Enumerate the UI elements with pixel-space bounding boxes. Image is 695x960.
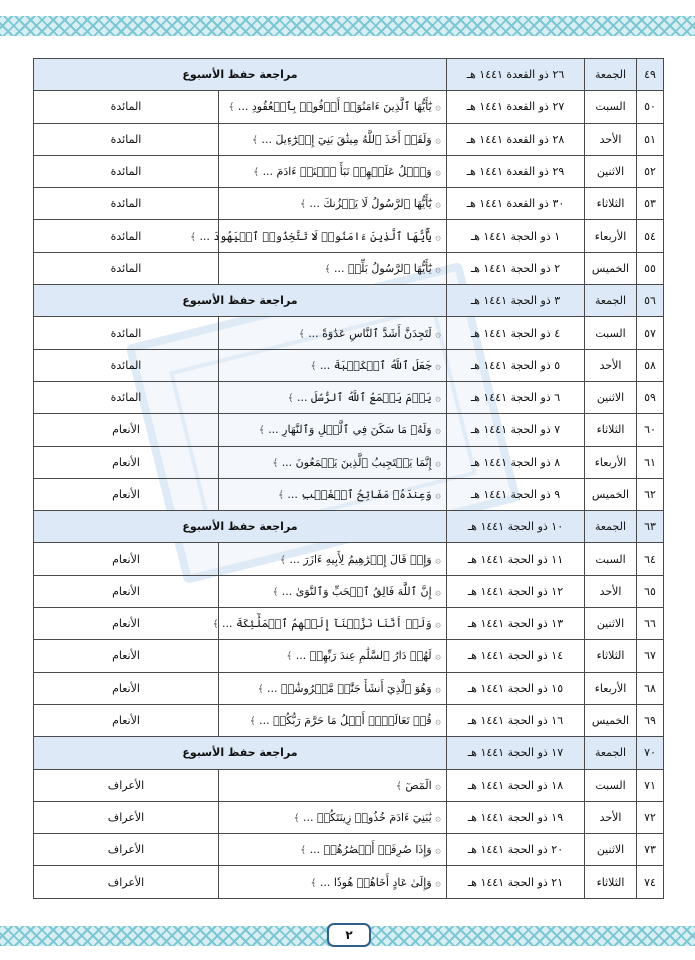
verse-ornament-close: ﴾ [278,490,284,501]
hijri-date: ١١ ذو الحجة ١٤٤١ هـ [447,543,585,575]
row-number: ٧٢ [637,801,664,833]
verse-text: وَإِلَىٰ عَادٍ أَخَاهُمۡ هُودٗا ... [319,875,432,889]
hijri-date: ١٤ ذو الحجة ١٤٤١ هـ [447,640,585,672]
verse-ornament-open: ۞ [435,683,442,695]
verse-text: جَعَلَ ٱللَّهُ ٱلۡكَعۡبَةَ ... [319,358,432,372]
row-number: ٥٦ [637,285,664,317]
surah-name: المائدة [34,123,219,155]
hijri-date: ٢ ذو الحجة ١٤٤١ هـ [447,252,585,284]
decorative-border-top [0,16,695,36]
verse-ornament-open: ۞ [435,845,442,857]
table-row [34,381,664,413]
verse-start [219,478,447,510]
table-row [34,543,664,575]
verse-start [219,543,447,575]
review-row [34,285,664,317]
day-name: الخميس [585,478,637,510]
hijri-date: ١ ذو الحجة ١٤٤١ هـ [447,220,585,252]
row-number: ٦٩ [637,704,664,736]
verse-start [219,834,447,866]
row-number: ٤٩ [637,59,664,91]
day-name: السبت [585,543,637,575]
hijri-date: ٢٩ ذو القعدة ١٤٤١ هـ [447,155,585,187]
page-number: ٢ [327,923,371,947]
row-number: ٦٠ [637,414,664,446]
verse-ornament-open: ۞ [435,651,442,663]
day-name: الجمعة [585,511,637,543]
verse-text: وَعِندَهُۥ مَفَاتِحُ ٱلۡغَيۡبِ ... [287,488,432,501]
hijri-date: ٢١ ذو الحجة ١٤٤١ هـ [447,866,585,898]
row-number: ٦٢ [637,478,664,510]
hijri-date: ٢٠ ذو الحجة ١٤٤١ هـ [447,834,585,866]
verse-ornament-open: ۞ [435,328,442,340]
row-number: ٥٣ [637,188,664,220]
verse-ornament-close: ﴾ [310,360,317,372]
verse-ornament-open: ۞ [435,877,442,889]
verse-ornament-close: ﴾ [293,812,300,824]
verse-text: إِنَّمَا يَسۡتَجِيبُ ٱلَّذِينَ يَسۡمَعُونَ ... [281,455,432,469]
verse-ornament-open: ۞ [435,134,442,146]
surah-name: الأعراف [34,834,219,866]
day-name: الخميس [585,704,637,736]
hijri-date: ١٨ ذو الحجة ١٤٤١ هـ [447,769,585,801]
table-row [34,575,664,607]
row-number: ٦٦ [637,608,664,640]
hijri-date: ٢٨ ذو القعدة ١٤٤١ هـ [447,123,585,155]
verse-ornament-open: ۞ [435,490,442,501]
verse-ornament-open: ۞ [435,167,442,179]
surah-name: المائدة [34,91,219,123]
table-row [34,220,664,252]
surah-name: الأنعام [34,672,219,704]
table-row [34,414,664,446]
day-name: الجمعة [585,285,637,317]
hijri-date: ١٢ ذو الحجة ١٤٤١ هـ [447,575,585,607]
row-number: ٥٥ [637,252,664,284]
surah-name: المائدة [34,252,219,284]
table-row [34,91,664,123]
verse-ornament-close: ﴾ [228,102,235,114]
day-name: الثلاثاء [585,866,637,898]
verse-text: لَهُمۡ دَارُ ٱلسَّلَٰمِ عِندَ رَبِّهِمۡ ... [295,649,432,663]
row-number: ٦٣ [637,511,664,543]
verse-ornament-open: ۞ [435,263,442,275]
verse-start [219,91,447,123]
surah-name: المائدة [34,317,219,349]
verse-start [212,608,447,640]
verse-text: الٓمٓصٓ [405,778,432,792]
verse-ornament-close: ﴾ [279,554,286,566]
verse-ornament-open: ۞ [435,780,442,792]
verse-text: يَٰٓأَيُّهَا ٱلَّذِينَ ءَامَنُوٓا۟ أَوۡفُوا۟ بِٱلۡعُقُودِ ... [237,100,432,114]
memorization-schedule-table [33,58,664,899]
hijri-date: ١٩ ذو الحجة ١٤٤١ هـ [447,801,585,833]
day-name: الأربعاء [585,220,637,252]
row-number: ٥٧ [637,317,664,349]
verse-ornament-open: ۞ [435,812,442,824]
review-label: مراجعة حفظ الأسبوع [34,511,447,543]
table-row [34,446,664,478]
day-name: الثلاثاء [585,414,637,446]
day-name: الأحد [585,575,637,607]
table-row [34,349,664,381]
row-number: ٥٨ [637,349,664,381]
surah-name: الأعراف [34,801,219,833]
hijri-date: ٣ ذو الحجة ١٤٤١ هـ [447,285,585,317]
table-row [34,252,664,284]
hijri-date: ٨ ذو الحجة ١٤٤١ هـ [447,446,585,478]
verse-start [219,672,447,704]
hijri-date: ٦ ذو الحجة ١٤٤١ هـ [447,381,585,413]
day-name: الاثنين [585,155,637,187]
day-name: الأحد [585,801,637,833]
day-name: الأربعاء [585,672,637,704]
hijri-date: ١٥ ذو الحجة ١٤٤١ هـ [447,672,585,704]
surah-name: الأنعام [34,543,219,575]
day-name: السبت [585,769,637,801]
verse-ornament-open: ۞ [435,619,442,631]
surah-name: الأنعام [34,446,219,478]
verse-start [190,220,447,252]
surah-name: المائدة [34,155,219,187]
verse-start [219,575,447,607]
verse-start [219,252,447,284]
verse-start [219,123,447,155]
table-row [34,704,664,736]
hijri-date: ١٧ ذو الحجة ١٤٤١ هـ [447,737,585,769]
verse-start [219,640,447,672]
verse-start [219,349,447,381]
hijri-date: ٥ ذو الحجة ١٤٤١ هـ [447,349,585,381]
verse-ornament-close: ﴾ [253,167,260,179]
verse-ornament-close: ﴾ [396,780,402,792]
verse-text: لَتَجِدَنَّ أَشَدَّ ٱلنَّاسِ عَدَٰوَةً ... [308,326,432,340]
verse-text: يَوۡمَ يَجۡمَعُ ٱللَّهُ ٱلرُّسُلَ ... [296,391,432,405]
table-row [34,478,664,510]
table-row [34,672,664,704]
verse-text: قُلۡ تَعَالَوۡا۟ أَتۡلُ مَا حَرَّمَ رَبُّكُمۡ ... [259,714,432,728]
verse-ornament-close: ﴾ [286,651,293,663]
verse-ornament-open: ۞ [435,586,442,598]
verse-ornament-close: ﴾ [249,716,256,728]
hijri-date: ١٦ ذو الحجة ١٤٤١ هـ [447,704,585,736]
surah-name: المائدة [34,188,219,220]
row-number: ٦١ [637,446,664,478]
review-label: مراجعة حفظ الأسبوع [34,59,447,91]
table-row [34,834,664,866]
day-name: الجمعة [585,59,637,91]
surah-name: المائدة [34,381,219,413]
verse-ornament-close: ﴾ [257,683,264,695]
day-name: الجمعة [585,737,637,769]
review-label: مراجعة حفظ الأسبوع [34,737,447,769]
verse-text: وَإِذۡ قَالَ إِبۡرَٰهِيمُ لِأَبِيهِ ءَازَرَ ... [289,552,432,566]
verse-text: يَٰٓأَيُّهَا ٱلرَّسُولُ بَلِّغۡ ... [333,261,432,275]
hijri-date: ٤ ذو الحجة ١٤٤١ هـ [447,317,585,349]
verse-ornament-close: ﴾ [252,134,258,146]
verse-text: وَٱتۡلُ عَلَيۡهِمۡ نَبَأَ ٱبۡنَيۡ ءَادَمَ ... [262,165,432,179]
row-number: ٦٤ [637,543,664,575]
day-name: السبت [585,317,637,349]
verse-text: وَلَوۡ أَنَّنَا نَزَّلۡنَآ إِلَيۡهِمُ ٱلۡمَلَٰٓئِكَةَ ... [221,617,432,631]
day-name: الثلاثاء [585,188,637,220]
verse-text: يَٰٓأَيُّهَا ٱلرَّسُولُ لَا يَحۡزُنكَ ... [309,197,432,211]
hijri-date: ٩ ذو الحجة ١٤٤١ هـ [447,478,585,510]
surah-name: الأعراف [34,769,219,801]
hijri-date: ٢٧ ذو القعدة ١٤٤١ هـ [447,91,585,123]
verse-start [219,769,447,801]
table-row [34,155,664,187]
verse-ornament-open: ۞ [435,457,442,469]
verse-ornament-close: ﴾ [190,231,196,243]
verse-start [219,188,447,220]
day-name: الثلاثاء [585,640,637,672]
verse-text: يَٰٓأَيُّهَا ٱلَّذِينَ ءَامَنُوا۟ لَا تَتَّخِذُوا۟ ٱلۡيَهُودَ ... [199,229,432,243]
verse-ornament-close: ﴾ [298,328,305,340]
row-number: ٦٨ [637,672,664,704]
verse-ornament-close: ﴾ [324,263,331,275]
surah-name: الأنعام [34,704,219,736]
verse-ornament-close: ﴾ [272,586,279,598]
verse-ornament-open: ۞ [435,199,442,211]
verse-ornament-open: ۞ [435,360,442,372]
row-number: ٧١ [637,769,664,801]
verse-ornament-close: ﴾ [300,845,307,857]
hijri-date: ١٠ ذو الحجة ١٤٤١ هـ [447,511,585,543]
hijri-date: ٢٦ ذو القعدة ١٤٤١ هـ [447,59,585,91]
verse-start [219,704,447,736]
verse-text: وَإِذَا صُرِفَتۡ أَبۡصَٰرُهُمۡ ... [309,843,432,857]
verse-ornament-close: ﴾ [258,425,265,437]
verse-ornament-close: ﴾ [300,199,306,211]
verse-text: وَلَهُۥ مَا سَكَنَ فِي ٱلَّيۡلِ وَٱلنَّهَارِ ... [268,423,432,437]
verse-text: وَلَقَدۡ أَخَذَ ٱللَّهُ مِيثَٰقَ بَنِيٓ إِسۡرَٰٓءِيلَ ... [261,132,432,146]
review-row [34,59,664,91]
row-number: ٧٤ [637,866,664,898]
day-name: الأحد [585,349,637,381]
hijri-date: ٣٠ ذو القعدة ١٤٤١ هـ [447,188,585,220]
day-name: الأحد [585,123,637,155]
table-row [34,769,664,801]
row-number: ٥٠ [637,91,664,123]
surah-name: الأنعام [34,640,219,672]
verse-start [219,381,447,413]
surah-name: الأعراف [34,866,219,898]
surah-name: المائدة [34,220,219,252]
verse-ornament-close: ﴾ [287,393,294,405]
row-number: ٥٤ [637,220,664,252]
verse-text: وَهُوَ ٱلَّذِيٓ أَنشَأَ جَنَّٰتٖ مَّعۡرُوشَٰتٖ ... [267,681,432,695]
review-label: مراجعة حفظ الأسبوع [34,285,447,317]
row-number: ٥٩ [637,381,664,413]
verse-start [219,317,447,349]
table-row [34,640,664,672]
table-row [34,801,664,833]
verse-ornament-open: ۞ [435,231,442,243]
verse-ornament-close: ﴾ [212,619,219,631]
day-name: الأربعاء [585,446,637,478]
surah-name: الأنعام [34,478,219,510]
row-number: ٥١ [637,123,664,155]
day-name: الاثنين [585,834,637,866]
verse-ornament-open: ۞ [435,425,442,437]
row-number: ٧٠ [637,737,664,769]
row-number: ٧٣ [637,834,664,866]
verse-ornament-open: ۞ [435,102,442,114]
row-number: ٦٧ [637,640,664,672]
surah-name: المائدة [34,349,219,381]
table-row [34,317,664,349]
verse-start [219,414,447,446]
day-name: الاثنين [585,608,637,640]
table-row [34,866,664,898]
day-name: الخميس [585,252,637,284]
verse-ornament-open: ۞ [435,393,442,405]
table-row [34,188,664,220]
verse-start [219,866,447,898]
verse-ornament-open: ۞ [435,716,442,728]
row-number: ٦٥ [637,575,664,607]
review-row [34,737,664,769]
verse-ornament-open: ۞ [435,554,442,566]
day-name: الاثنين [585,381,637,413]
verse-text: إِنَّ ٱللَّهَ فَالِقُ ٱلۡحَبِّ وَٱلنَّوَىٰ ... [281,584,432,598]
day-name: السبت [585,91,637,123]
verse-ornament-close: ﴾ [272,457,279,469]
hijri-date: ٧ ذو الحجة ١٤٤١ هـ [447,414,585,446]
surah-name: الأنعام [34,608,219,640]
row-number: ٥٢ [637,155,664,187]
verse-ornament-close: ﴾ [310,877,317,889]
table-row [34,608,664,640]
surah-name: الأنعام [34,575,219,607]
table-row [34,123,664,155]
surah-name: الأنعام [34,414,219,446]
review-row [34,511,664,543]
verse-text: يَٰبَنِيٓ ءَادَمَ خُذُوا۟ زِينَتَكُمۡ ... [302,810,432,824]
verse-start [219,155,447,187]
verse-start [219,801,447,833]
hijri-date: ١٣ ذو الحجة ١٤٤١ هـ [447,608,585,640]
verse-start [219,446,447,478]
